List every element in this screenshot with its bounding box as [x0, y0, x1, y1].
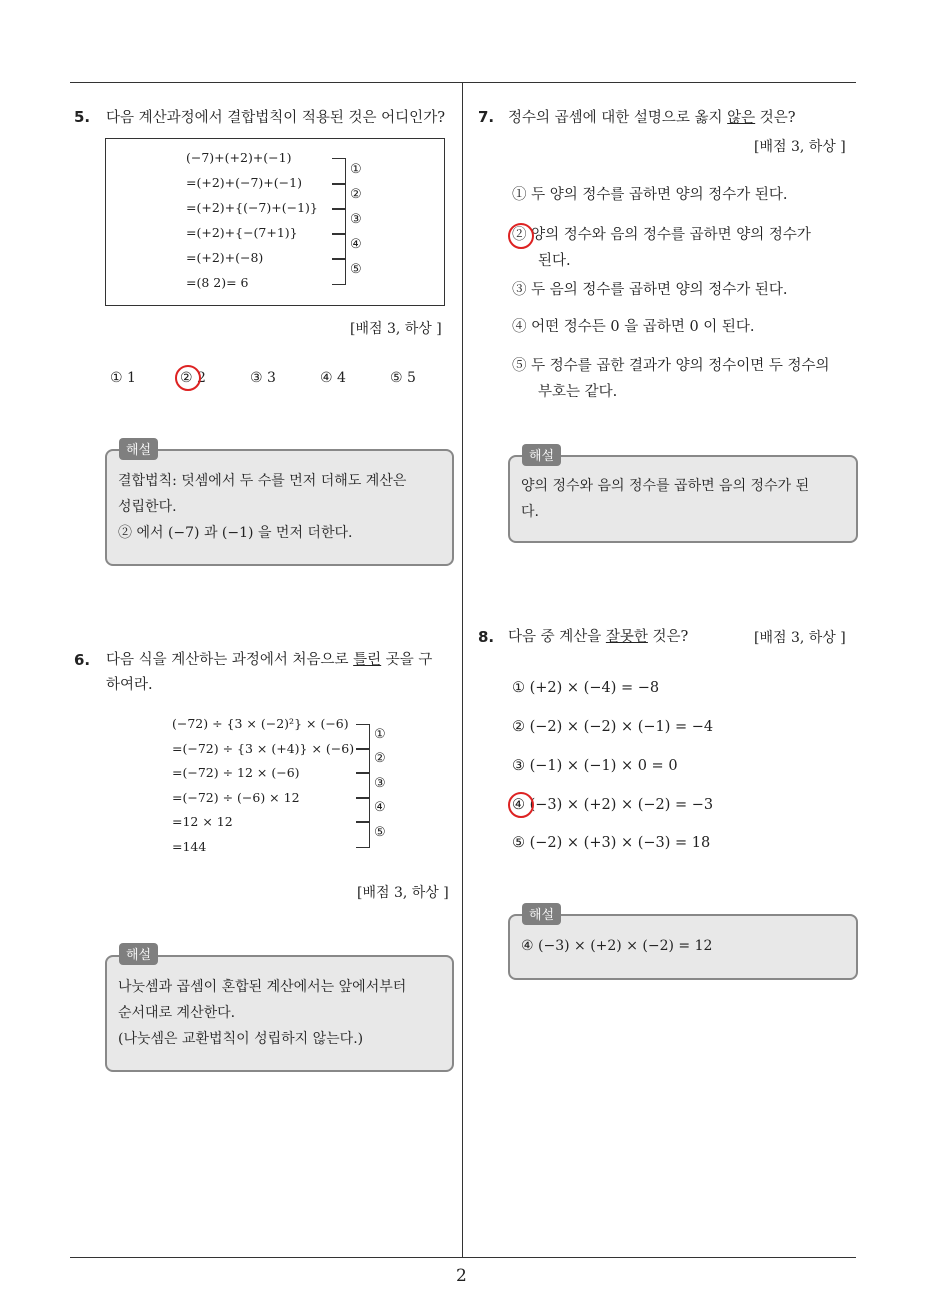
score-label: [배점 3, 하상 ]	[754, 630, 846, 646]
step-bracket	[356, 821, 370, 848]
step-mark: ①	[374, 727, 386, 742]
math-line: =(−72) ÷ (−6) × 12	[172, 790, 300, 805]
step-bracket	[356, 772, 370, 799]
option-4[interactable]: ④ (−3) × (+2) × (−2) = −3	[512, 797, 714, 813]
bottom-rule	[70, 1257, 856, 1258]
question-number: 6.	[74, 651, 91, 669]
score-label: [배점 3, 하상 ]	[754, 139, 846, 155]
top-rule	[70, 82, 856, 83]
solution-line: 결합법칙: 덧셈에서 두 수를 먼저 더해도 계산은	[118, 473, 407, 489]
question-text-line2: 하여라.	[106, 677, 153, 693]
step-mark: ⑤	[350, 262, 362, 277]
question-number: 8.	[478, 628, 495, 646]
option-2[interactable]: ② (−2) × (−2) × (−1) = −4	[512, 719, 714, 735]
option-5[interactable]: ⑤ (−2) × (+3) × (−3) = 18	[512, 835, 711, 851]
solution-line: 나눗셈과 곱셈이 혼합된 계산에서는 앞에서부터	[118, 979, 407, 995]
question-text	[508, 106, 796, 130]
question-text-part: 것은?	[755, 110, 796, 126]
option-3[interactable]: ③ (−1) × (−1) × 0 = 0	[512, 758, 678, 774]
underlined-word: 않은	[727, 110, 756, 126]
question-number: 5.	[74, 108, 91, 126]
choice-1[interactable]: ① 1	[110, 370, 136, 386]
math-line: =(+2)+{−(7+1)}	[186, 225, 298, 240]
choice-2[interactable]: ② 2	[180, 370, 206, 386]
step-mark: ②	[350, 187, 362, 202]
score-label: [배점 3, 하상 ]	[357, 885, 449, 901]
option-4[interactable]: ④ 어떤 정수든 0 을 곱하면 0 이 된다.	[512, 319, 755, 335]
step-bracket	[356, 748, 370, 774]
math-line: =12 × 12	[172, 814, 233, 829]
solution-line: ② 에서 (−7) 과 (−1) 을 먼저 더한다.	[118, 525, 353, 541]
option-5[interactable]: ⑤ 두 정수를 곱한 결과가 양의 정수이면 두 정수의	[512, 358, 830, 374]
step-bracket	[356, 797, 370, 823]
answer-circle-mark	[508, 792, 534, 818]
option-2-continued: 된다.	[538, 253, 571, 269]
math-line: =(−72) ÷ {3 × (+4)} × (−6)	[172, 741, 355, 756]
solution-label: 해설	[522, 444, 561, 466]
answer-circle-mark	[508, 223, 534, 249]
score-label: [배점 3, 하상 ]	[350, 321, 442, 337]
math-line: =(8 2)= 6	[186, 275, 249, 290]
step-bracket	[332, 258, 346, 285]
question-text-part: 곳을 구	[381, 652, 433, 668]
underlined-word: 잘못한	[605, 629, 648, 645]
option-1[interactable]: ① 두 양의 정수를 곱하면 양의 정수가 된다.	[512, 187, 788, 203]
step-mark: ⑤	[374, 825, 386, 840]
step-bracket	[332, 183, 346, 210]
question-text	[508, 625, 688, 649]
answer-circle-mark	[175, 365, 201, 391]
solution-label: 해설	[522, 903, 561, 925]
solution-line: 다.	[521, 504, 539, 520]
question-text-part: 다음 중 계산을	[508, 629, 606, 645]
step-mark: ②	[374, 751, 386, 766]
solution-label: 해설	[119, 943, 158, 965]
solution-line: 순서대로 계산한다.	[118, 1005, 236, 1021]
step-mark: ④	[350, 237, 362, 252]
solution-label: 해설	[119, 438, 158, 460]
solution-box	[508, 455, 858, 543]
math-line: =(+2)+{(−7)+(−1)}	[186, 200, 318, 215]
choice-4[interactable]: ④ 4	[320, 370, 346, 386]
question-text-part: 정수의 곱셈에 대한 설명으로 옳지	[508, 110, 728, 126]
page-number: 2	[456, 1266, 467, 1286]
math-line: (−7)+(+2)+(−1)	[186, 150, 292, 165]
solution-line: 성립한다.	[118, 499, 177, 515]
solution-line: 양의 정수와 음의 정수를 곱하면 음의 정수가 된	[521, 478, 810, 494]
math-line: =144	[172, 839, 207, 854]
option-5-continued: 부호는 같다.	[538, 384, 618, 400]
math-line: =(+2)+(−8)	[186, 250, 264, 265]
step-bracket	[332, 158, 346, 185]
underlined-word: 틀린	[353, 652, 382, 668]
option-1[interactable]: ① (+2) × (−4) = −8	[512, 680, 660, 696]
column-divider	[462, 82, 463, 1258]
step-bracket	[332, 208, 346, 235]
step-bracket	[332, 233, 346, 260]
math-line: =(+2)+(−7)+(−1)	[186, 175, 302, 190]
math-line: =(−72) ÷ 12 × (−6)	[172, 765, 300, 780]
step-mark: ④	[374, 800, 386, 815]
option-3[interactable]: ③ 두 음의 정수를 곱하면 양의 정수가 된다.	[512, 282, 788, 298]
question-text: 다음 계산과정에서 결합법칙이 적용된 것은 어디인가?	[106, 110, 445, 126]
solution-line: (나눗셈은 교환법칙이 성립하지 않는다.)	[118, 1031, 364, 1047]
question-text	[106, 648, 432, 672]
math-line: (−72) ÷ {3 × (−2)²} × (−6)	[172, 716, 349, 731]
question-text-part: 것은?	[647, 629, 689, 645]
step-bracket	[356, 724, 370, 750]
step-mark: ③	[350, 212, 362, 227]
choice-5[interactable]: ⑤ 5	[390, 370, 416, 386]
question-number: 7.	[478, 108, 495, 126]
step-mark: ①	[350, 162, 362, 177]
question-text-part: 다음 식을 계산하는 과정에서 처음으로	[106, 652, 354, 668]
solution-line: ④ (−3) × (+2) × (−2) = 12	[521, 938, 713, 954]
choice-3[interactable]: ③ 3	[250, 370, 276, 386]
option-2[interactable]: ② 양의 정수와 음의 정수를 곱하면 양의 정수가	[512, 227, 811, 243]
step-mark: ③	[374, 776, 386, 791]
